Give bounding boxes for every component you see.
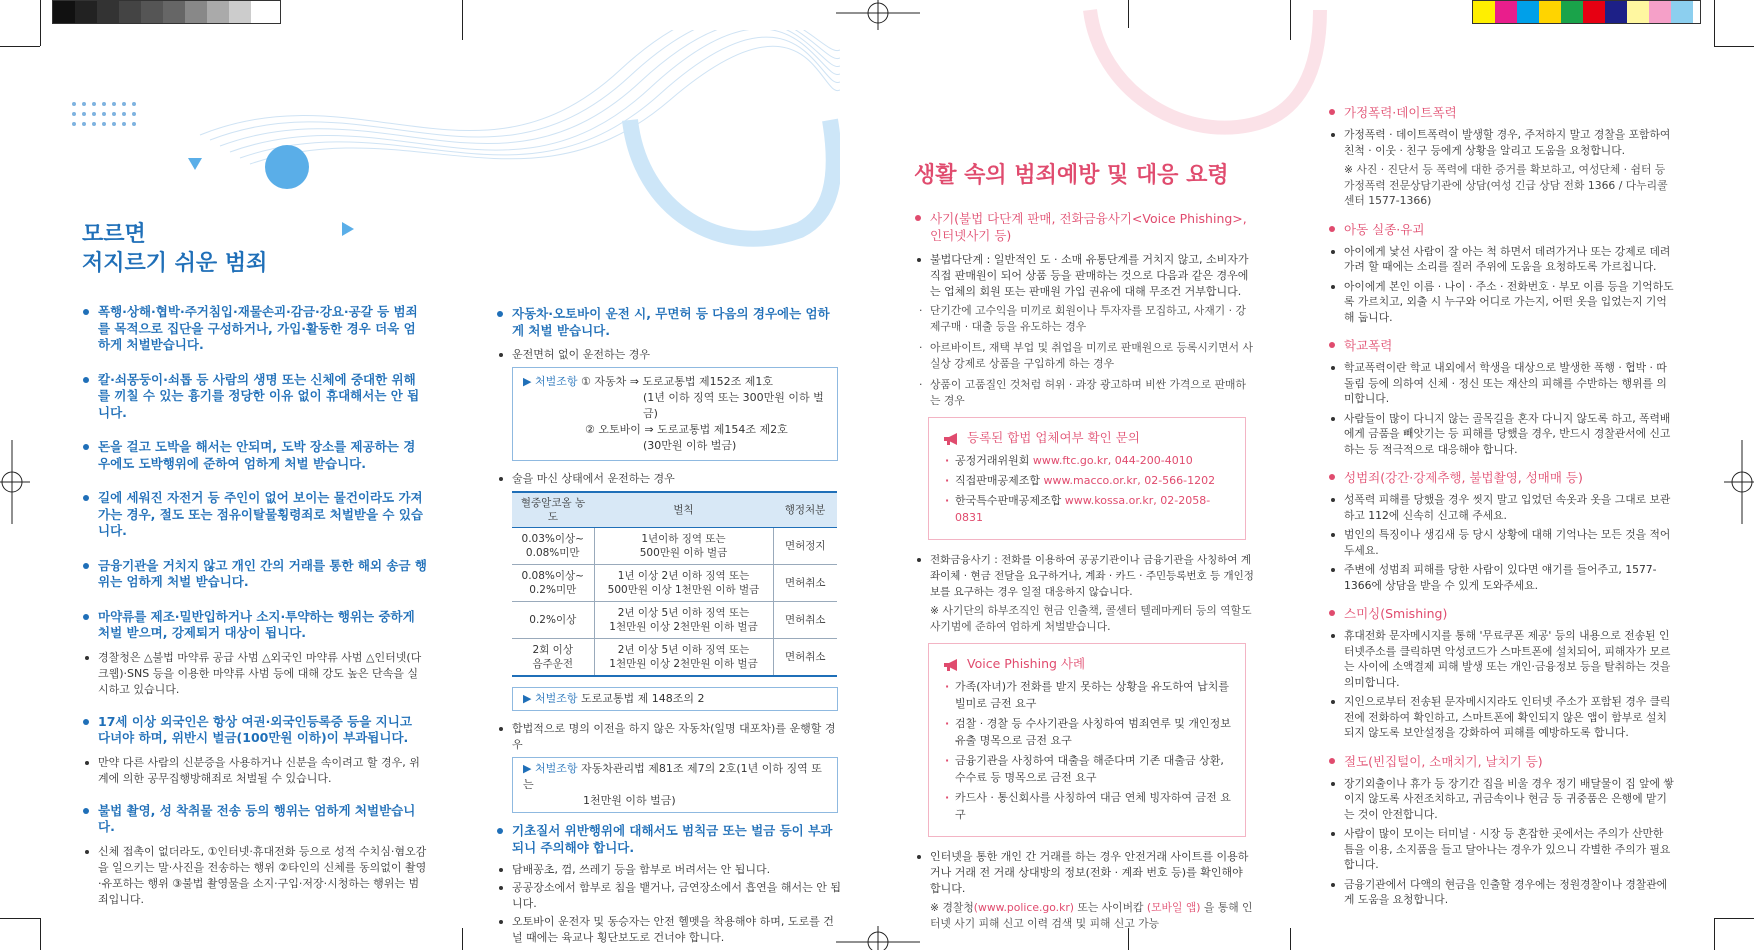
section-heading: 성범죄(강간·강제추행, 불법촬영, 성매매 등) xyxy=(1328,469,1676,486)
contact-info: www.macco.or.kr, 02-566-1202 xyxy=(1043,474,1216,487)
list-item: 술을 마신 상태에서 운전하는 경우 xyxy=(496,471,841,487)
list-item: 경찰청은 △불법 마약류 공급 사범 △외국인 마약류 사범 △인터넷(다크웹)·SNS 등을 이용한 마약류 사범 등에 대해 강도 높은 단속을 실시하고 있습니다. xyxy=(82,650,427,698)
penalty-text: (1년 이하 징역 또는 300만원 이하 벌금) xyxy=(643,391,824,420)
box-heading-text: 등록된 합법 업체여부 확인 문의 xyxy=(967,430,1140,445)
crop-mark xyxy=(1714,918,1715,950)
panel-2 xyxy=(496,0,841,950)
list-item: 금융기관을 거치지 않고 개인 간의 거래를 통한 해외 송금 행위는 엄하게 처벌 받습니다. xyxy=(82,558,427,591)
list-item: 오토바이 운전자 및 동승자는 안전 헬멧을 착용해야 하며, 도로를 건널 때에는 육교나 횡단보도로 건너야 합니다. xyxy=(496,914,841,946)
phishing-case: · 금융기관을 사칭하여 대출을 해준다며 기존 대출금 상환, 수수료 등 명목으로 금전 요구 xyxy=(943,752,1231,786)
list-item: 사람이 많이 모이는 터미널 · 시장 등 혼잡한 곳에서는 주의가 산만한 틈을 이용, 소지품을 들고 달아나는 경우가 있으니 각별한 주의가 필요합니다. xyxy=(1328,826,1676,873)
panel-title-line1: 모르면 xyxy=(82,222,146,247)
list-item: 길에 세워진 자전거 등 주인이 없어 보이는 물건이라도 가져가는 경우, 절도 또는 점유이탈물횡령죄로 처벌받을 수 있습니다. xyxy=(82,490,427,540)
crime-prevention-sections xyxy=(1328,104,1676,912)
contact-box-heading xyxy=(943,428,1231,446)
contact-info: www.ftc.go.kr, 044-200-4010 xyxy=(1032,454,1193,467)
table-cell: 면허취소 xyxy=(773,602,837,639)
penalty-text: (30만원 이하 벌금) xyxy=(643,439,737,452)
crop-mark xyxy=(40,0,41,46)
note-text: ※ 경찰청 xyxy=(930,901,974,914)
table-cell: 2회 이상 음주운전 xyxy=(512,639,594,677)
contact-name: 직접판매공제조합 xyxy=(955,474,1041,487)
list-item: 성폭력 피해를 당했을 경우 씻지 말고 입었던 속옷과 옷을 그대로 보관하고 112에 신속히 신고해 주세요. xyxy=(1328,492,1676,523)
contact-item xyxy=(943,492,1231,526)
driving-section xyxy=(496,306,841,950)
list-item: 마약류를 제조·밀반입하거나 소지·투약하는 행위는 중하게 처벌 받으며, 강제퇴거 대상이 됩니다. xyxy=(82,609,427,642)
panel-title xyxy=(82,220,382,278)
list-item: 주변에 성범죄 피해를 당한 사람이 있다면 얘기를 들어주고, 1577-1366에 상담을 받을 수 있게 도와주세요. xyxy=(1328,562,1676,593)
list-item: 칼·쇠몽둥이·쇠톱 등 사람의 생명 또는 신체에 중대한 위해를 끼칠 수 있는 흉기를 정당한 이유 없이 휴대해서는 안 됩니다. xyxy=(82,372,427,422)
registration-target-right xyxy=(1724,440,1754,524)
list-item: · 상품이 고품질인 것처럼 허위 · 과장 광고하며 비싼 가격으로 판매하는 경우 xyxy=(914,377,1256,409)
panel-1 xyxy=(82,0,427,950)
list-item: 인터넷을 통한 개인 간 거래를 하는 경우 안전거래 사이트를 이용하거나 거래 전 거래 상대방의 정보(전화 · 계좌 번호 등)를 확인해야 합니다. xyxy=(914,849,1256,897)
table-row xyxy=(512,565,837,602)
contact-box xyxy=(928,417,1246,540)
phishing-case: · 가족(자녀)가 전화를 받지 못하는 상황을 유도하여 납치를 빌미로 금전 요구 xyxy=(943,678,1231,712)
table-cell: 1년 이상 2년 이하 징역 또는 500만원 이상 1천만원 이하 벌금 xyxy=(594,565,773,602)
crop-mark xyxy=(0,918,40,919)
panel-3 xyxy=(914,0,1256,950)
section-heading: 사기(불법 다단계 판매, 전화금융사기<Voice Phishing>, 인터넷사기 등) xyxy=(914,210,1256,244)
penalty-box xyxy=(512,757,838,813)
list-item: 불법다단계 : 일반적인 도 · 소매 유통단계를 거치지 않고, 소비자가 직접 판매원이 되어 상품 등을 판매하는 것으로 다음과 같은 경우에는 업체의 회원 또는 판매원 가입 권유에 대해 무조건 거부합니다. xyxy=(914,252,1256,300)
phishing-case: · 카드사 · 통신회사를 사칭하여 대금 연체 빙자하여 금전 요구 xyxy=(943,789,1231,823)
penalty-text: ② 오토바이 ⇒ 도로교통법 제154조 제2호 xyxy=(585,423,788,436)
list-item: 금융기관에서 다액의 현금을 인출할 경우에는 정원경찰이나 경찰관에게 도움을 요청합니다. xyxy=(1328,877,1676,908)
list-item: · 단기간에 고수익을 미끼로 회원이나 투자자를 모집하고, 사재기 · 강제구매 · 대출 등을 유도하는 경우 xyxy=(914,303,1256,335)
penalty-text: ① 자동차 ⇒ 도로교통법 제152조 제1호 xyxy=(580,375,774,388)
crime-list xyxy=(82,304,427,914)
table-cell: 면허취소 xyxy=(773,639,837,677)
note: ※ 사기단의 하부조직인 현금 인출책, 콜센터 텔레마케터 등의 역할도 사기범에 준하여 엄하게 처벌받습니다. xyxy=(930,604,1252,633)
penalty-text: 도로교통법 제 148조의 2 xyxy=(580,692,705,705)
list-item: 지인으로부터 전송된 문자메시지라도 인터넷 주소가 포함된 경우 클릭 전에 전화하여 확인하고, 스마트폰에 확인되지 않은 앱이 함부로 설치되지 않도록 보안설정을 강화하여 피해를 예방하도록 합니다. xyxy=(1328,694,1676,741)
penalty-text: 1천만원 이하 벌금) xyxy=(583,794,676,807)
table-row xyxy=(512,639,837,677)
list-item: 담배꽁초, 껌, 쓰레기 등을 함부로 버려서는 안 됩니다. xyxy=(496,862,841,878)
contact-name: 한국특수판매공제조합 xyxy=(955,494,1062,507)
list-item: 돈을 걸고 도박을 해서는 안되며, 도박 장소를 제공하는 경우에도 도박행위에 준하여 엄하게 처벌 받습니다. xyxy=(82,439,427,472)
registration-target-bottom xyxy=(836,926,920,950)
table-cell: 1년이하 징역 또는 500만원 이하 벌금 xyxy=(594,528,773,565)
table-row xyxy=(512,528,837,565)
list-item: 범인의 특징이나 생김새 등 당시 상황에 대해 기억나는 모든 것을 적어두세요. xyxy=(1328,527,1676,558)
registration-target-left xyxy=(0,440,30,524)
list-item: 만약 다른 사람의 신분증을 사용하거나 신분을 속이려고 할 경우, 위계에 의한 공무집행방해죄로 처벌될 수 있습니다. xyxy=(82,755,427,787)
table-row xyxy=(512,602,837,639)
penalty-text: 자동차관리법 제81조 제7의 2호(1년 이하 징역 또는 xyxy=(523,762,822,791)
contact-info: www.kossa.or.kr, 02-2058-0831 xyxy=(955,494,1211,524)
phishing-box-heading xyxy=(943,654,1231,672)
list-item: 합법적으로 명의 이전을 하지 않은 자동차(일명 대포차)를 운행할 경우 xyxy=(496,721,841,753)
table-cell: 0.03%이상~ 0.08%미만 xyxy=(512,528,594,565)
app-link[interactable]: (모바일 앱) xyxy=(1146,901,1201,914)
list-item: 휴대전화 문자메시지를 통해 '무료쿠폰 제공' 등의 내용으로 전송된 인터넷주소를 클릭하면 악성코드가 스마트폰에 설치되어, 피해자가 모르는 사이에 소액결제 피해 발생 또는 개인·금융정보 등을 탈취하는 것을 의미합니다. xyxy=(1328,628,1676,690)
fraud-section xyxy=(914,196,1256,936)
phishing-case: · 검찰 · 경찰 등 수사기관을 사칭하여 범죄연루 및 개인정보 유출 명목으로 금전 요구 xyxy=(943,715,1231,749)
note xyxy=(914,900,1256,932)
list-item: 폭행·상해·협박·주거침입·재물손괴·감금·강요·공갈 등 범죄를 목적으로 집단을 구성하거나, 가입·활동한 경우 더욱 엄하게 처벌받습니다. xyxy=(82,304,427,354)
list-item: · 아르바이트, 재택 부업 및 취업을 미끼로 판매원으로 등록시키면서 사실상 강제로 상품을 구입하게 하는 경우 xyxy=(914,340,1256,372)
table-header: 혈중알코올 농도 xyxy=(512,492,594,528)
note-text: 을 통해 인터넷 사기 피해 신고 이력 검색 및 피해 신고 가능 xyxy=(930,901,1253,930)
dui-penalty-table xyxy=(512,491,837,677)
table-cell: 면허정지 xyxy=(773,528,837,565)
table-cell: 2년 이상 5년 이하 징역 또는 1천만원 이상 2천만원 이하 벌금 xyxy=(594,639,773,677)
section-heading: 학교폭력 xyxy=(1328,337,1676,354)
note: ※ 사진 · 진단서 등 폭력에 대한 증거를 확보하고, 여성단체 · 쉼터 등 가정폭력 전문상담기관에 상담(여성 긴급 상담 전화 1366 / 다누리콜센터 1577-1366) xyxy=(1344,163,1668,207)
list-item: 아이에게 낯선 사람이 잘 아는 척 하면서 데려가거나 또는 강제로 데려가려 할 때에는 소리를 질러 주위에 도움을 요청하도록 가르칩니다. xyxy=(1328,244,1676,275)
panel-title-line2: 저지르기 쉬운 범죄 xyxy=(82,251,268,276)
list-item: 17세 이상 외국인은 항상 여권·외국인등록증 등을 지니고 다녀야 하며, 위반시 벌금(100만원 이하)이 부과됩니다. xyxy=(82,714,427,747)
phishing-box xyxy=(928,643,1246,837)
box-heading-text: Voice Phishing 사례 xyxy=(967,656,1086,671)
penalty-box xyxy=(512,367,838,461)
crop-mark xyxy=(1714,0,1715,46)
panel-4 xyxy=(1328,0,1676,950)
section-heading: 스미싱(Smishing) xyxy=(1328,605,1676,622)
note-text: 또는 사이버캅 xyxy=(1074,901,1147,914)
contact-item xyxy=(943,452,1231,469)
penalty-label: ▶ 처벌조항 xyxy=(523,762,578,775)
list-item: 공공장소에서 함부로 침을 뱉거나, 금연장소에서 흡연을 해서는 안 됩니다. xyxy=(496,880,841,912)
table-cell: 0.2%이상 xyxy=(512,602,594,639)
section-heading: 가정폭력·데이트폭력 xyxy=(1328,104,1676,121)
megaphone-icon xyxy=(943,432,961,446)
crop-mark xyxy=(0,46,40,47)
table-header: 행정처분 xyxy=(773,492,837,528)
list-item: 아이에게 본인 이름 · 나이 · 주소 · 전화번호 · 부모 이름 등을 기억하도록 가르치고, 외출 시 누구와 어디로 가는지, 어떤 옷을 입었는지 기억해 둡니다. xyxy=(1328,279,1676,326)
list-item: 가정폭력 · 데이트폭력이 발생할 경우, 주저하지 말고 경찰을 포함하여 친척 · 이웃 · 친구 등에게 상황을 알리고 도움을 요청합니다. xyxy=(1328,127,1676,158)
section-heading: 자동차·오토바이 운전 시, 무면허 등 다음의 경우에는 엄하게 처벌 받습니다. xyxy=(496,306,841,339)
section-heading: 절도(빈집털이, 소매치기, 날치기 등) xyxy=(1328,753,1676,770)
list-item: 운전면허 없이 운전하는 경우 xyxy=(496,347,841,363)
table-header: 벌칙 xyxy=(594,492,773,528)
table-cell: 면허취소 xyxy=(773,565,837,602)
penalty-label: ▶ 처벌조항 xyxy=(523,692,578,705)
megaphone-icon xyxy=(943,658,961,672)
panel-title: 생활 속의 범죄예방 및 대응 요령 xyxy=(914,163,1229,188)
list-item: 불법 촬영, 성 착취물 전송 등의 행위는 엄하게 처벌받습니다. xyxy=(82,803,427,836)
penalty-box xyxy=(512,687,838,711)
crop-mark xyxy=(462,928,463,950)
crop-mark xyxy=(1714,918,1754,919)
section-heading: 아동 실종·유괴 xyxy=(1328,221,1676,238)
list-item: 사람들이 많이 다니지 않는 골목길을 혼자 다니지 않도록 하고, 폭력배에게 금품을 빼앗기는 등 피해를 당했을 경우, 반드시 경찰관서에 신고하는 등 적극적으로 대응해야 합니다. xyxy=(1328,411,1676,458)
list-item: 신체 접촉이 없더라도, ①인터넷·휴대전화 등으로 성적 수치심·혐오감을 일으키는 말·사진을 전송하는 행위 ②타인의 신체를 동의없이 촬영·유포하는 행위 ③불법 촬영물을 소지·구입·저장·시청하는 행위는 범죄입니다. xyxy=(82,844,427,908)
registration-target-top xyxy=(836,0,920,30)
section-heading: 기초질서 위반행위에 대해서도 범칙금 또는 벌금 등이 부과되니 주의해야 합니다. xyxy=(496,823,841,856)
list-item: 장기외출이나 휴가 등 장기간 집을 비울 경우 정기 배달물이 집 앞에 쌓이지 않도록 사전조치하고, 귀금속이나 현금 등 귀중품은 은행에 맡기는 것이 안전합니다. xyxy=(1328,776,1676,823)
penalty-label: ▶ 처벌조항 xyxy=(523,375,578,388)
contact-name: 공정거래위원회 xyxy=(955,454,1030,467)
crop-mark xyxy=(1290,928,1291,950)
crop-mark xyxy=(40,918,41,950)
list-item: 전화금융사기 : 전화를 이용하여 공공기관이나 금융기관을 사칭하여 계좌이체 · 현금 전달을 요구하거나, 계좌 · 카드 · 주민등록번호 등 개인정보를 요구하는 경우 일절 대응하지 않습니다. xyxy=(914,552,1256,600)
crop-mark xyxy=(1714,46,1754,47)
list-item: 학교폭력이란 학교 내외에서 학생을 대상으로 발생한 폭행 · 협박 · 따돌림 등에 의하여 신체 · 정신 또는 재산의 피해를 수반하는 행위를 의미합니다. xyxy=(1328,360,1676,407)
table-cell: 2년 이상 5년 이하 징역 또는 1천만원 이상 2천만원 이하 벌금 xyxy=(594,602,773,639)
police-link[interactable]: (www.police.go.kr) xyxy=(973,901,1075,914)
table-cell: 0.08%이상~ 0.2%미만 xyxy=(512,565,594,602)
contact-item xyxy=(943,472,1231,489)
